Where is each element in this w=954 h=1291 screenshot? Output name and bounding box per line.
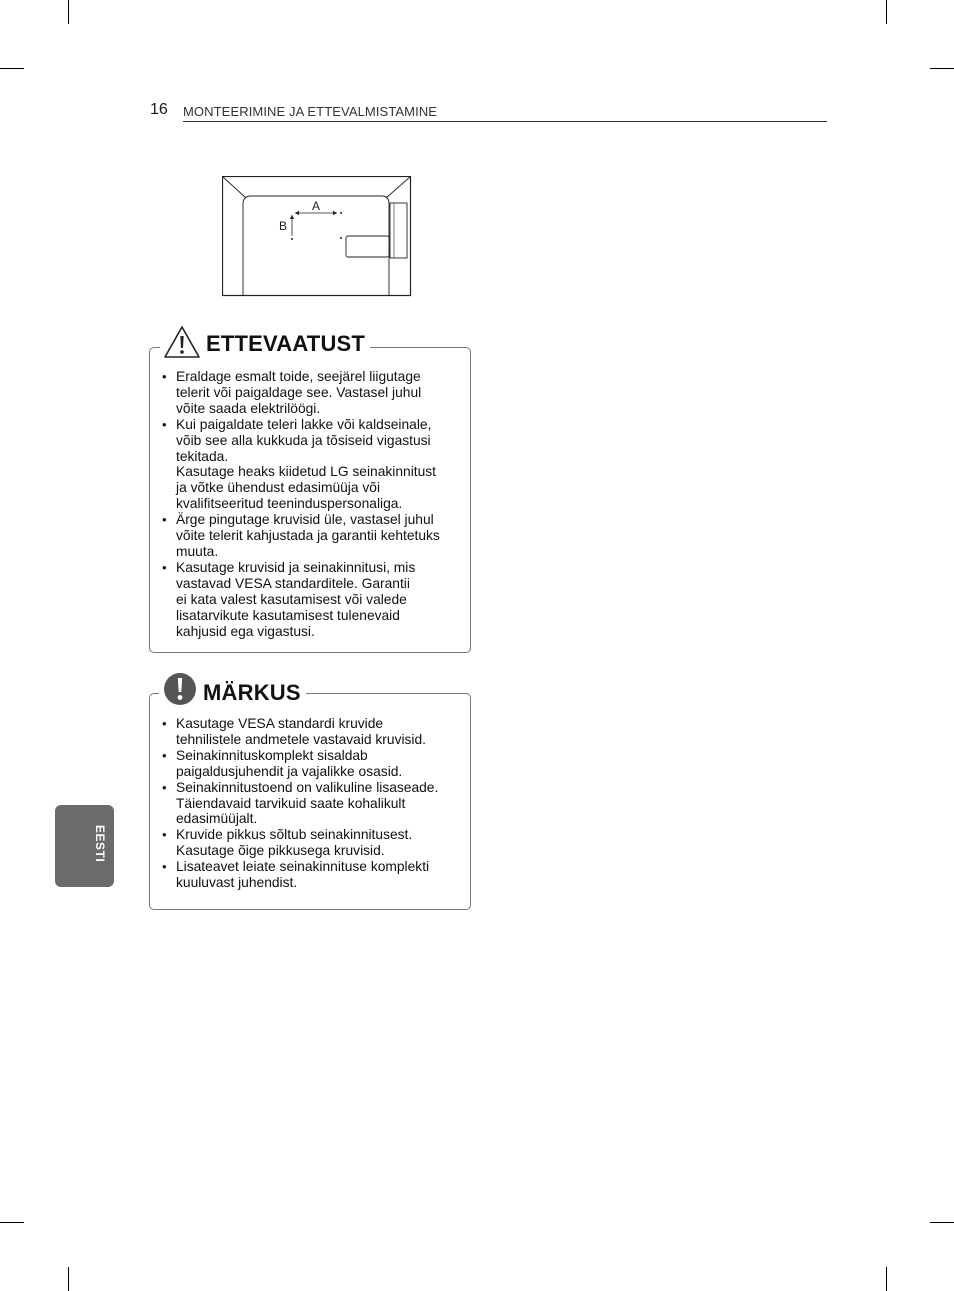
crop-mark <box>68 1267 69 1291</box>
list-item: • Kasutage VESA standardi kruvide tehnilistele andmetele vastavaid kruvisid. <box>150 716 470 748</box>
label-a: A <box>312 199 321 213</box>
crop-mark <box>68 0 69 24</box>
list-item: • Kruvide pikkus sõltub seinakinnitusest. Kasutage õige pikkusega kruvisid. <box>150 827 470 859</box>
tv-back-diagram <box>222 176 412 298</box>
language-tab <box>55 805 114 887</box>
list-item: • Kasutage kruvisid ja seinakinnitusi, mis vastavad VESA standarditele. Garantii ei kata valest kasutamisest või valede lisatarvikute kasutamisest tulenevaid kahjusid ega vigastusi. <box>150 560 470 640</box>
caution-box <box>149 347 471 653</box>
list-item: • Seinakinnitustoend on valikuline lisaseade. Täiendavaid tarvikuid saate kohalikult edasimüüjalt. <box>150 780 470 828</box>
crop-mark <box>0 1222 24 1223</box>
page-number: 16 <box>150 101 168 118</box>
caution-title: ETTEVAATUST <box>206 331 366 356</box>
crop-mark <box>886 0 887 24</box>
list-item: • Kui paigaldate teleri lakke või kaldseinale, võib see alla kukkuda ja tõsiseid vigastusi tekitada. Kasutage heaks kiidetud LG seinakinnitust ja võtke ühendust edasimüüja või kvalifitseeritud teeninduspersonaliga. <box>150 417 470 512</box>
crop-mark <box>886 1267 887 1291</box>
list-item: • Eraldage esmalt toide, seejärel liigutage telerit või paigaldage see. Vastasel juhul võite saada elektrilöögi. <box>150 369 470 417</box>
crop-mark <box>930 68 954 69</box>
caution-list <box>150 369 470 639</box>
label-b: B <box>279 219 288 233</box>
note-heading <box>159 669 306 709</box>
note-list <box>150 716 470 891</box>
note-box <box>149 693 471 910</box>
caution-heading <box>160 323 370 361</box>
language-label: EESTI <box>93 825 107 863</box>
header-rule <box>183 121 827 122</box>
crop-mark <box>0 68 24 69</box>
exclamation-circle-icon <box>162 671 198 707</box>
list-item: • Lisateavet leiate seinakinnituse komplekti kuuluvast juhendist. <box>150 859 470 891</box>
list-item: • Seinakinnituskomplekt sisaldab paigaldusjuhendit ja vajalikke osasid. <box>150 748 470 780</box>
section-title: MONTEERIMINE JA ETTEVALMISTAMINE <box>183 104 438 119</box>
crop-mark <box>930 1222 954 1223</box>
note-title: MÄRKUS <box>203 680 301 705</box>
warning-triangle-icon <box>163 325 201 359</box>
list-item: • Ärge pingutage kruvisid üle, vastasel juhul võite telerit kahjustada ja garantii kehtetuks muuta. <box>150 512 470 560</box>
